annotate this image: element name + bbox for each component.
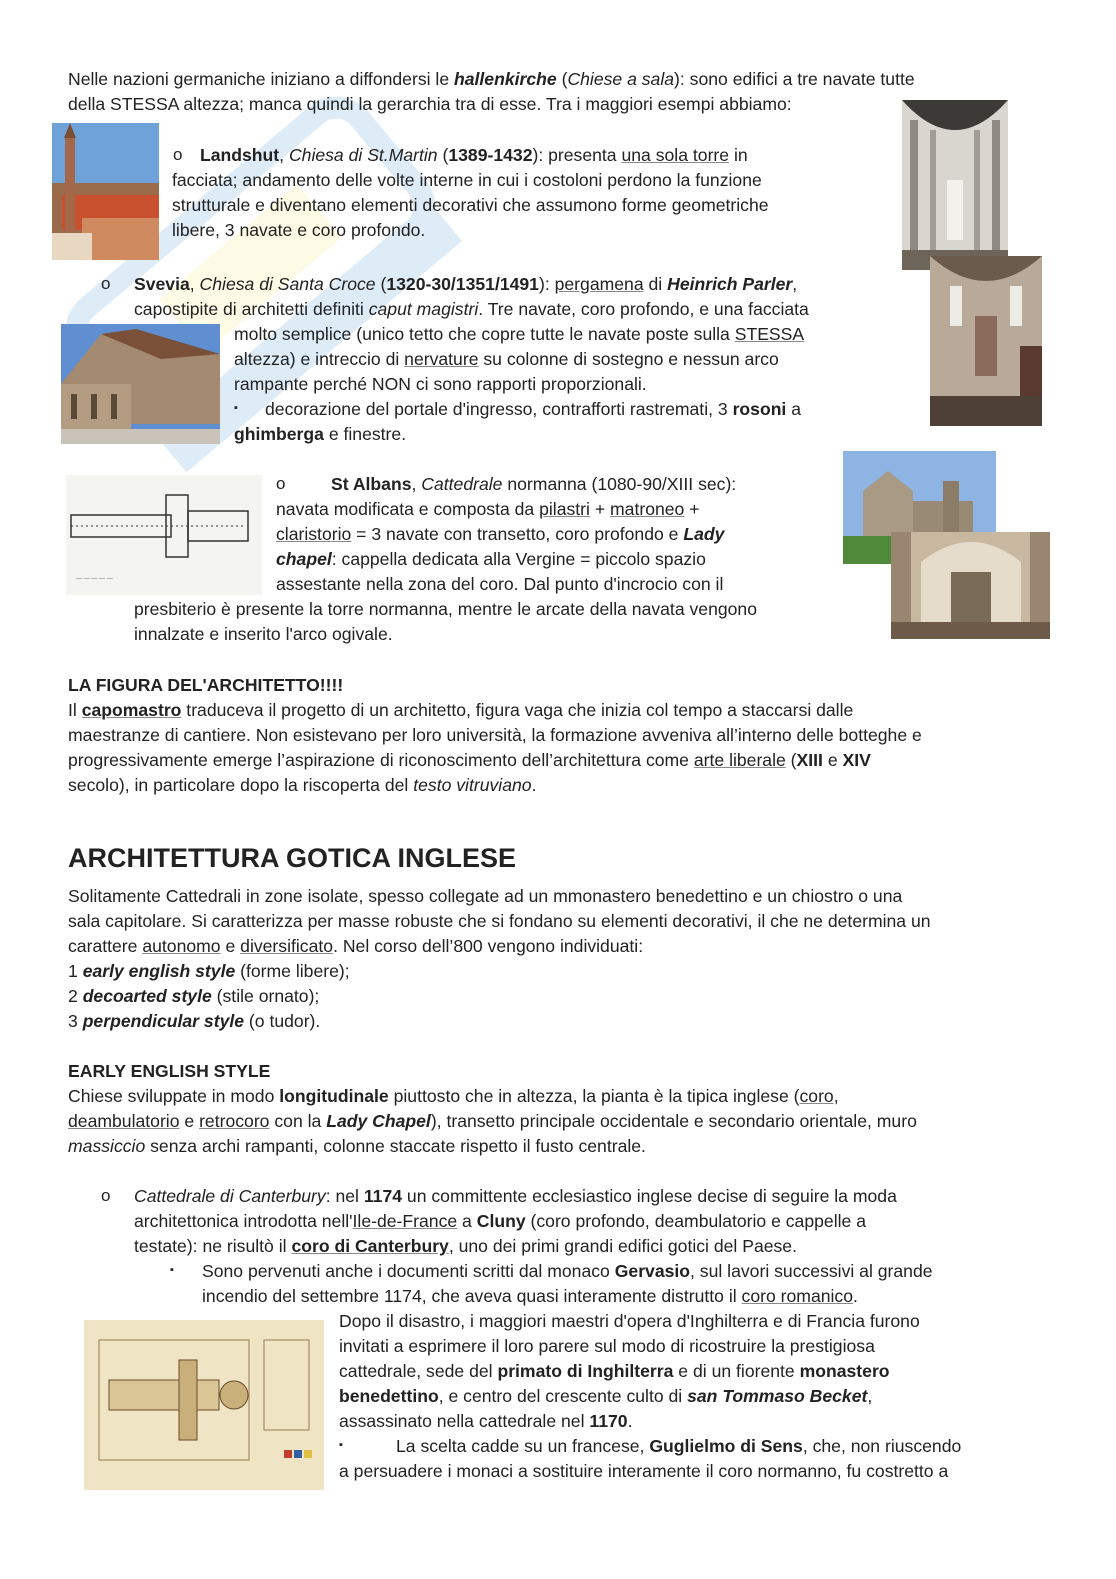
svevia-line-3: molto semplice (unico tetto che copre tutte le navate poste sulla STESSA xyxy=(234,324,805,344)
stalbans-line-7: innalzate e inserito l'arco ogivale. xyxy=(134,624,393,644)
svevia-line-1: Svevia, Chiesa di Santa Croce (1320-30/1351/1491): pergamena di Heinrich Parler, xyxy=(134,274,798,294)
canterbury-line-1: Cattedrale di Canterbury: nel 1174 un committente ecclesiastico inglese decise di seguire la moda xyxy=(134,1186,897,1206)
canterbury-para-line-4: benedettino, e centro del crescente culto di san Tommaso Becket, xyxy=(339,1386,873,1406)
bullet-square-guglielmo: ▪ xyxy=(339,1439,343,1451)
early-heading: EARLY ENGLISH STYLE xyxy=(68,1061,271,1081)
svevia-church-photo xyxy=(61,324,220,444)
bullet-square-gervasio: ▪ xyxy=(170,1264,174,1276)
canterbury-para-line-1: Dopo il disastro, i maggiori maestri d'opera d'Inghilterra e di Francia furono xyxy=(339,1311,920,1331)
canterbury-sub-line-2: incendio del settembre 1174, che aveva quasi interamente distrutto il coro romanico. xyxy=(202,1286,858,1306)
stalbans-line-4: chapel: cappella dedicata alla Vergine = piccolo spazio xyxy=(276,549,706,569)
svevia-line-5: rampante perché NON ci sono rapporti proporzionali. xyxy=(234,374,647,394)
canterbury-para-line-5: assassinato nella cattedrale nel 1170. xyxy=(339,1411,633,1431)
canterbury-para-line-6: La scelta cadde su un francese, Guglielmo di Sens, che, non riuscendo xyxy=(396,1436,962,1456)
stalbans-floor-plan xyxy=(66,475,262,595)
svg-text:— — — — —: — — — — — xyxy=(76,576,113,582)
early-line-1: Chiese sviluppate in modo longitudinale piuttosto che in altezza, la pianta è la tipica inglese (coro, xyxy=(68,1086,839,1106)
stalbans-line-2: navata modificata e composta da pilastri + matroneo + xyxy=(276,499,700,519)
early-line-2: deambulatorio e retrocoro con la Lady Chapel), transetto principale occidentale e secondario orientale, muro xyxy=(68,1111,917,1131)
bullet-svevia: o xyxy=(101,274,111,293)
svevia-line-4: altezza) e intreccio di nervature su colonne di sostegno e nessun arco xyxy=(234,349,779,369)
landshut-church-photo xyxy=(52,123,159,260)
stalbans-line-5: assestante nella zona del coro. Dal punto d'incrocio con il xyxy=(276,574,724,594)
svevia-sub-line-1: decorazione del portale d'ingresso, contrafforti rastremati, 3 rosoni a xyxy=(265,399,802,419)
gotica-line-3: carattere autonomo e diversificato. Nel corso dell’800 vengono individuati: xyxy=(68,936,644,956)
stalbans-interior-photo xyxy=(891,532,1050,639)
gotica-heading: ARCHITETTURA GOTICA INGLESE xyxy=(68,843,516,873)
architetto-line-1: Il capomastro traduceva il progetto di un architetto, figura vaga che inizia col tempo a staccarsi dalle xyxy=(68,700,854,720)
canterbury-plan-image xyxy=(84,1320,324,1490)
architetto-line-2: maestranze di cantiere. Non esistevano per loro università, la formazione avveniva all’interno delle botteghe e xyxy=(68,725,922,745)
canterbury-para-line-7: a persuadere i monaci a sostituire interamente il coro normanno, fu costretto a xyxy=(339,1461,949,1481)
architetto-line-3: progressivamente emerge l’aspirazione di riconoscimento dell’architettura come arte liberale (XIII e XIV xyxy=(68,750,871,770)
early-line-3: massiccio senza archi rampanti, colonne staccate rispetto il fusto centrale. xyxy=(68,1136,646,1156)
bullet-stalbans: o xyxy=(276,474,286,493)
intro-line-2: della STESSA altezza; manca quindi la gerarchia tra di esse. Tra i maggiori esempi abbiamo: xyxy=(68,94,792,114)
landshut-line-4: libere, 3 navate e coro profondo. xyxy=(172,220,426,240)
landshut-line-2: facciata; andamento delle volte interne in cui i costoloni perdono la funzione xyxy=(172,170,762,190)
bullet-canterbury: o xyxy=(101,1186,111,1205)
canterbury-para-line-2: invitati a esprimere il loro parere sul modo di ricostruire la prestigiosa xyxy=(339,1336,875,1356)
bullet-landshut: o xyxy=(173,145,183,164)
canterbury-line-2: architettonica introdotta nell'Ile-de-France a Cluny (coro profondo, deambulatorio e cappelle a xyxy=(134,1211,866,1231)
style-item-2: 2 decoarted style (stile ornato); xyxy=(68,986,320,1006)
style-item-1: 1 early english style (forme libere); xyxy=(68,961,350,981)
canterbury-para-line-3: cattedrale, sede del primato di Inghilterra e di un fiorente monastero xyxy=(339,1361,890,1381)
landshut-line-1: Landshut, Chiesa di St.Martin (1389-1432): presenta una sola torre in xyxy=(200,145,748,165)
gotica-line-2: sala capitolare. Si caratterizza per masse robuste che si fondano su elementi decorativi, il che ne determina un xyxy=(68,911,931,931)
gotica-line-1: Solitamente Cattedrali in zone isolate, spesso collegate ad un mmonastero benedettino e un chiostro o una xyxy=(68,886,903,906)
svevia-interior-photo xyxy=(930,256,1042,426)
hallenkirche-interior-photo xyxy=(902,100,1008,270)
stalbans-line-6: presbiterio è presente la torre normanna, mentre le arcate della navata vengono xyxy=(134,599,757,619)
canterbury-line-3: testate): ne risultò il coro di Canterbury, uno dei primi grandi edifici gotici del Paese. xyxy=(134,1236,797,1256)
landshut-line-3: strutturale e diventano elementi decorativi che assumono forme geometriche xyxy=(172,195,769,215)
stalbans-line-1: St Albans, Cattedrale normanna (1080-90/XIII sec): xyxy=(331,474,737,494)
architetto-heading: LA FIGURA DEL'ARCHITETTO!!!! xyxy=(68,675,344,695)
svevia-line-2: capostipite di architetti definiti caput magistri. Tre navate, coro profondo, e una facciata xyxy=(134,299,809,319)
stalbans-line-3: claristorio = 3 navate con transetto, coro profondo e Lady xyxy=(276,524,725,544)
canterbury-sub-line-1: Sono pervenuti anche i documenti scritti dal monaco Gervasio, sul lavori successivi al grande xyxy=(202,1261,933,1281)
svevia-sub-line-2: ghimberga e finestre. xyxy=(234,424,407,444)
bullet-square-svevia: ▪ xyxy=(234,402,238,414)
architetto-line-4: secolo), in particolare dopo la riscoperta del testo vitruviano. xyxy=(68,775,537,795)
intro-line-1: Nelle nazioni germaniche iniziano a diffondersi le hallenkirche (Chiese a sala): sono edifici a tre navate tutte xyxy=(68,69,915,89)
style-item-3: 3 perpendicular style (o tudor). xyxy=(68,1011,321,1031)
